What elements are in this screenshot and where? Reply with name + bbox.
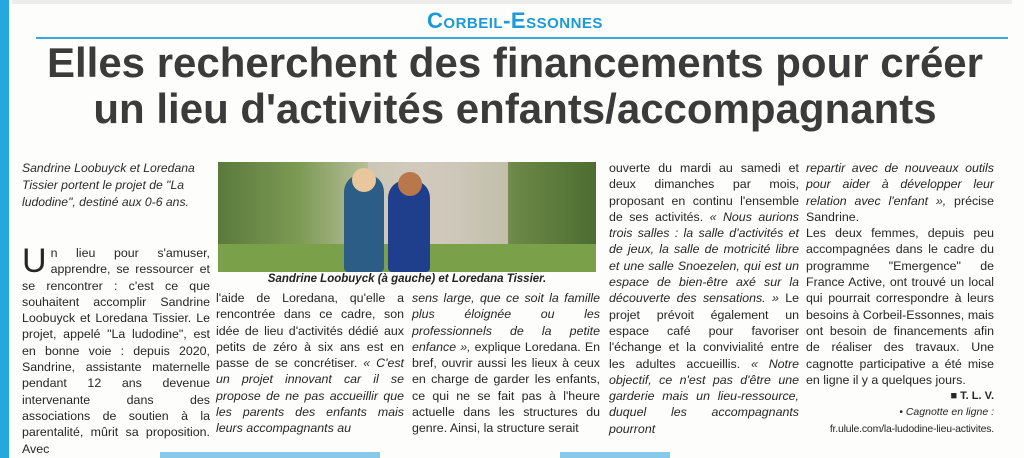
author-signature: ■ T. L. V. [950,390,994,403]
photo-person-right-head [398,172,422,196]
column-4 [609,160,799,437]
column-5-text-1: précise Sandrine. [806,193,994,224]
fundraising-url: fr.ulule.com/la-ludodine-lieu-activites. [829,422,994,435]
column-1 [22,242,210,457]
section-color-bar [0,0,9,458]
drop-cap: U [22,242,47,280]
column-4-text-2: Le projet prévoit également un espace café pour favoriser l'échange et la convivialité entre les adultes accueillis. [609,291,799,371]
column-1-text: n lieu pour s'amuser, apprendre, se ressourcer et se rencontrer : c'est ce que souhaitent accomplir Sandrine Loobuyck et Loredana Tissier. Le projet, appelé "La ludodine", est en bonne voie : depuis 2020, Sandrine, assistante maternelle pendant 12 ans devenue intervenante dans des associations de soutien à la parentalité, mûrit sa proposition. Avec [22,246,210,456]
column-2 [216,290,404,437]
column-2-text: l'aide de Loredana, qu'elle a rencontrée dans ce cadre, son idée de lieu d'activités dédié aux petits de zéro à six ans est en passe de se concrétiser. [216,291,404,371]
column-5-text-2: Les deux femmes, depuis peu accompagnées dans le cadre du programme "Emergence" de France Active, ont trouvé un local qui pourrait correspondre à leurs besoins à Corbeil-Essonnes, mais ont besoin de financements afin de réaliser des travaux. Une cagnotte participative a été mise en ligne il y a quelques jours. [806,226,994,387]
next-article-edge [160,452,380,458]
fundraising-note: • Cagnotte en ligne : [899,406,994,419]
previous-article-edge [12,0,1012,4]
column-5 [806,160,994,437]
column-4-quote-1: « Nous aurions trois salles : la salle d'activités et de jeux, la salle de motricité libre et une salle Snoezelen, qui est un espace de bien-être axé sur la découverte des sensations. » [609,209,799,306]
article-photo [218,162,596,272]
photo-caption: Sandrine Loobuyck (à gauche) et Loredana Tissier. [267,273,547,285]
photo-person-left-head [352,168,376,192]
column-4-quote-2: « Notre objectif, ce n'est pas d'être une garderie mais un lieu-ressource, duquel les accompagnants pourront [609,356,799,436]
column-3-quote: sens large, que ce soit la famille plus éloignée ou les professionnels de la petite enfance », [412,291,600,354]
article-intro: Sandrine Loobuyck et Loredana Tissier portent le projet de "La ludodine", destiné aux 0-6 ans. [22,161,195,209]
column-4-text-1: ouverte du mardi au samedi et deux dimanches par mois, proposant en continu l'ensemble de ses activités. [609,161,799,224]
article-headline: Elles recherchent des financements pour créer un lieu d'activités enfants/accompagnants [46,39,984,132]
column-5-quote: repartir avec de nouveaux outils pour aider à développer leur relation avec l'enfant », [806,161,994,208]
section-title: Corbeil-Essonnes [427,8,603,33]
column-3-text: explique Loredana. En bref, ouvrir aussi les lieux à ceux en charge de garder les enfants, ce qui ne se fait pas à l'heure actuelle dans les structures du genre. Ainsi, la structure serait [412,339,600,436]
column-3 [412,290,600,437]
column-2-quote: « C'est un projet innovant car il se propose de ne pas accueillir que les parents des enfants mais leurs accompagnants au [216,356,404,436]
next-article-edge-2 [560,452,670,458]
